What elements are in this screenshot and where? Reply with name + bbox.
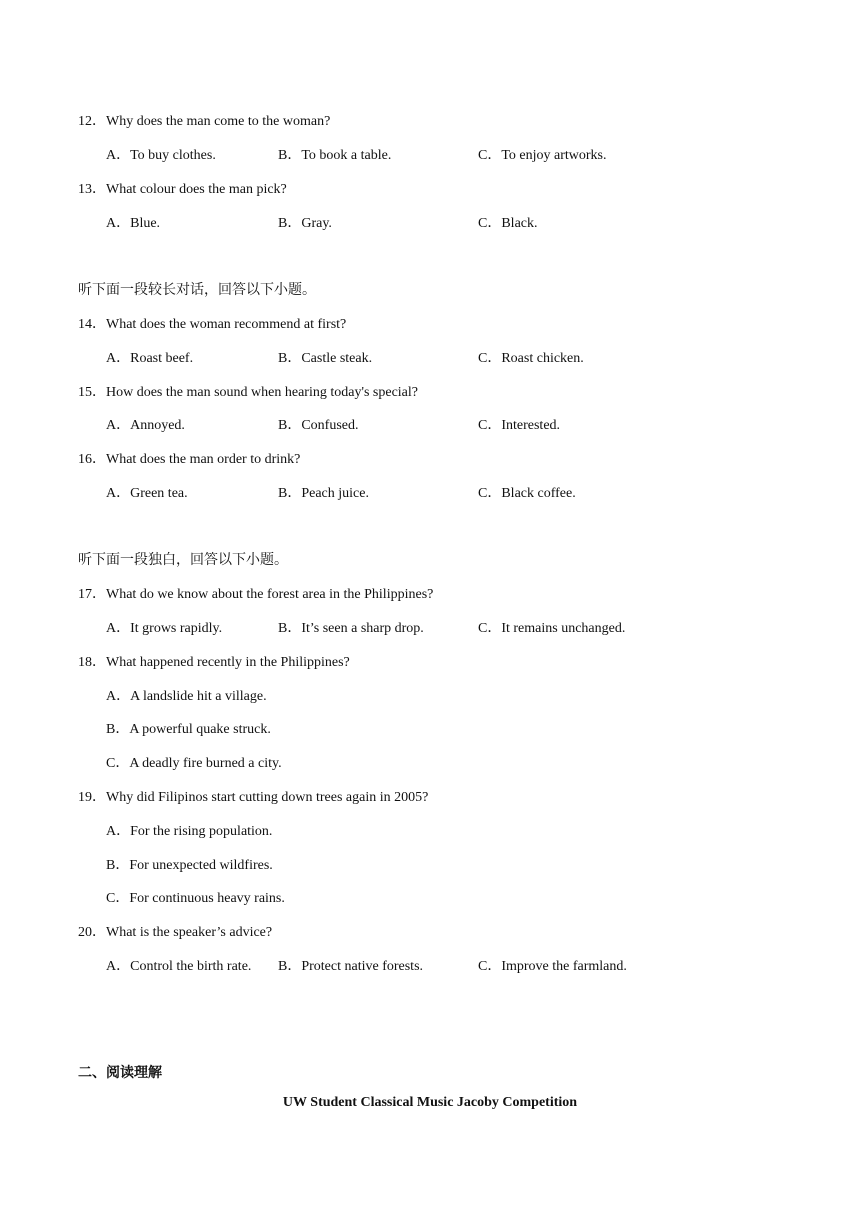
- question-20-option-a: A．Control the birth rate.: [106, 959, 252, 974]
- question-13-option-b: B．Gray.: [278, 216, 332, 231]
- instruction-monologue: 听下面一段独白，回答以下小题。: [78, 553, 288, 568]
- question-16-option-a: A．Green tea.: [106, 486, 188, 501]
- question-12-option-c: C．To enjoy artworks.: [478, 148, 607, 163]
- question-18-option-b: B．A powerful quake struck.: [106, 722, 271, 737]
- question-12-option-b: B．To book a table.: [278, 148, 392, 163]
- question-17-option-c: C．It remains unchanged.: [478, 621, 626, 636]
- question-20-stem: 20．What is the speaker’s advice?: [78, 925, 273, 940]
- question-19-stem: 19．Why did Filipinos start cutting down trees again in 2005?: [78, 790, 429, 805]
- question-20-option-c: C．Improve the farmland.: [478, 959, 627, 974]
- question-19-option-c: C．For continuous heavy rains.: [106, 891, 285, 906]
- instruction-long-dialogue: 听下面一段较长对话，回答以下小题。: [78, 283, 316, 298]
- question-14-option-b: B．Castle steak.: [278, 351, 373, 366]
- question-12-option-a: A．To buy clothes.: [106, 148, 216, 163]
- question-16-stem: 16．What does the man order to drink?: [78, 452, 301, 467]
- section-heading-reading: 二、阅读理解: [78, 1066, 162, 1081]
- question-16-option-c: C．Black coffee.: [478, 486, 576, 501]
- question-15-option-a: A．Annoyed.: [106, 418, 185, 433]
- question-20-option-b: B．Protect native forests.: [278, 959, 424, 974]
- passage-title: UW Student Classical Music Jacoby Competition: [282, 1095, 578, 1110]
- question-13-option-a: A．Blue.: [106, 216, 161, 231]
- question-17-option-a: A．It grows rapidly.: [106, 621, 223, 636]
- question-19-option-b: B．For unexpected wildfires.: [106, 858, 273, 873]
- question-18-stem: 18．What happened recently in the Philippines?: [78, 655, 350, 670]
- question-16-option-b: B．Peach juice.: [278, 486, 369, 501]
- question-17-option-b: B．It’s seen a sharp drop.: [278, 621, 424, 636]
- question-15-stem: 15．How does the man sound when hearing today's special?: [78, 385, 418, 400]
- question-18-option-a: A．A landslide hit a village.: [106, 689, 267, 704]
- question-15-option-c: C．Interested.: [478, 418, 561, 433]
- question-14-option-c: C．Roast chicken.: [478, 351, 584, 366]
- question-18-option-c: C．A deadly fire burned a city.: [106, 756, 282, 771]
- question-14-option-a: A．Roast beef.: [106, 351, 194, 366]
- question-15-option-b: B．Confused.: [278, 418, 359, 433]
- question-17-stem: 17．What do we know about the forest area in the Philippines?: [78, 587, 434, 602]
- question-12-stem: 12．Why does the man come to the woman?: [78, 114, 331, 129]
- question-13-option-c: C．Black.: [478, 216, 538, 231]
- question-14-stem: 14．What does the woman recommend at first?: [78, 317, 347, 332]
- question-13-stem: 13．What colour does the man pick?: [78, 182, 287, 197]
- question-19-option-a: A．For the rising population.: [106, 824, 273, 839]
